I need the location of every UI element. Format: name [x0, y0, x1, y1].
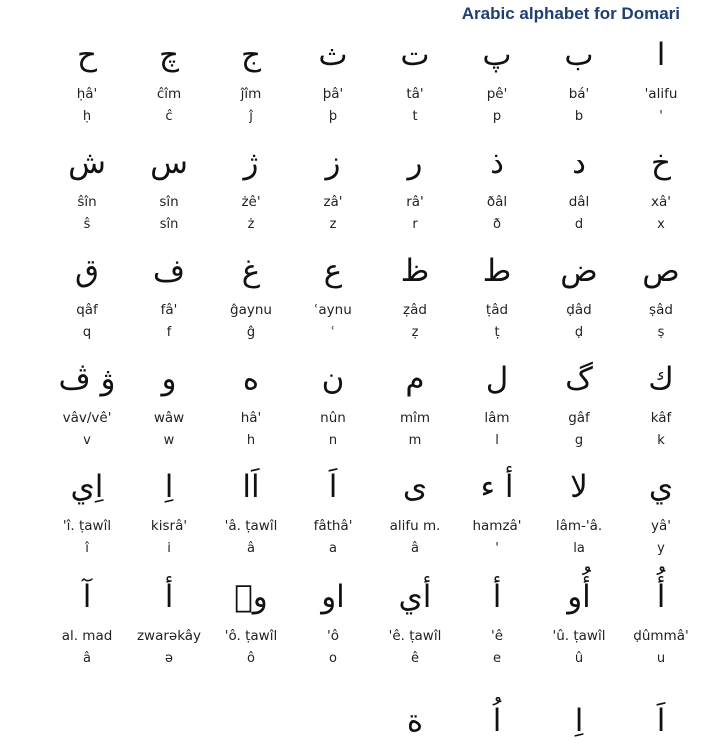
arabic-letter: م	[405, 361, 425, 397]
letter-cell	[620, 460, 702, 560]
letter-name: ḥâ'	[76, 86, 98, 102]
arabic-letter: أ ء	[480, 469, 514, 505]
letter-transliteration: ê	[411, 651, 419, 666]
arabic-letter: گ	[565, 361, 593, 397]
letter-transliteration: m	[408, 433, 422, 448]
letter-transliteration: '	[495, 541, 499, 556]
letter-name: yâ'	[651, 518, 671, 534]
letter-name: ĵîm	[240, 86, 262, 102]
letter-transliteration: ʿ	[331, 325, 335, 340]
letter-transliteration: d	[574, 217, 584, 232]
letter-cell	[456, 28, 538, 128]
letter-name: 'â. ṭawîl	[224, 518, 278, 534]
letter-name: 'ô. ṭawîl	[224, 628, 278, 644]
letter-cell	[456, 570, 538, 670]
letter-name: 'û. ṭawîl	[552, 628, 606, 644]
letter-cell	[620, 244, 702, 344]
arabic-letter: ج	[240, 37, 261, 73]
arabic-letter: ة	[406, 703, 424, 739]
letter-transliteration: e	[493, 651, 501, 666]
letter-name: ḍâd	[566, 302, 592, 318]
arabic-letter: اَ	[656, 703, 666, 739]
letter-name: lâm	[484, 410, 510, 426]
letter-transliteration: '	[659, 109, 663, 124]
letter-name: ĉîm	[156, 86, 182, 102]
letter-transliteration: â	[247, 541, 255, 556]
letter-transliteration: â	[411, 541, 419, 556]
letter-cell	[374, 28, 456, 128]
letter-cell	[210, 136, 292, 236]
letter-name: ẓâd	[403, 302, 427, 318]
arabic-letter: اِ	[164, 469, 174, 505]
letter-name: wâw	[153, 410, 185, 426]
letter-name: râ'	[406, 194, 424, 210]
letter-transliteration: f	[166, 325, 172, 340]
letter-name: bá'	[568, 86, 590, 102]
letter-name: xâ'	[651, 194, 671, 210]
letter-transliteration: ḍ	[574, 325, 584, 340]
letter-cell	[374, 352, 456, 452]
alphabet-grid	[46, 28, 702, 680]
extra-letter-cell	[538, 700, 620, 742]
arabic-letter: ي	[648, 469, 674, 505]
letter-cell	[128, 352, 210, 452]
letter-transliteration: x	[657, 217, 665, 232]
letter-transliteration: ż	[247, 217, 255, 232]
letter-name: qâf	[76, 302, 98, 318]
arabic-letter: ر	[407, 145, 423, 181]
arabic-letter: ه	[242, 361, 260, 397]
letter-name: ʿaynu	[314, 302, 352, 318]
arabic-letter: لا	[570, 469, 588, 505]
arabic-letter: ى	[402, 469, 428, 505]
letter-cell	[456, 352, 538, 452]
arabic-letter: ۋ ڤ	[58, 361, 116, 397]
letter-name: 'alifu	[644, 86, 678, 102]
arabic-letter: و	[161, 361, 177, 397]
arabic-letter: چ	[158, 37, 179, 73]
arabic-letter: اَا	[242, 469, 260, 505]
letter-transliteration: g	[574, 433, 584, 448]
letter-cell	[128, 136, 210, 236]
letter-cell	[374, 460, 456, 560]
letter-cell	[46, 28, 128, 128]
letter-name: pê'	[486, 86, 508, 102]
extra-letter-cell	[620, 700, 702, 742]
arabic-letter: أ	[492, 579, 502, 615]
alphabet-row	[46, 244, 702, 352]
letter-cell	[456, 460, 538, 560]
arabic-letter: او	[321, 579, 345, 615]
letter-cell	[538, 460, 620, 560]
letter-name: hâ'	[240, 410, 262, 426]
letter-name: mîm	[399, 410, 431, 426]
letter-name: þâ'	[322, 86, 344, 102]
letter-name: vâv/vê'	[62, 410, 112, 426]
letter-transliteration: û	[574, 651, 584, 666]
letter-name: 'î. ṭawîl	[62, 518, 112, 534]
letter-cell	[210, 352, 292, 452]
letter-transliteration: ĵ	[249, 109, 253, 124]
letter-cell	[46, 352, 128, 452]
arabic-letter: ض	[560, 253, 598, 289]
letter-transliteration: l	[495, 433, 499, 448]
letter-name: zâ'	[323, 194, 343, 210]
letter-name: lâm-'â.	[555, 518, 603, 534]
letter-cell	[538, 244, 620, 344]
arabic-letter: ت	[400, 37, 430, 73]
arabic-letter: س	[150, 145, 188, 181]
letter-name: ṭâd	[485, 302, 509, 318]
letter-cell	[46, 570, 128, 670]
letter-transliteration: h	[246, 433, 256, 448]
letter-transliteration: o	[329, 651, 337, 666]
letter-name: tâ'	[406, 86, 424, 102]
arabic-letter: ذ	[490, 145, 504, 181]
letter-cell	[210, 244, 292, 344]
arabic-letter: أُ	[656, 579, 666, 615]
letter-cell	[620, 352, 702, 452]
letter-transliteration: ĝ	[246, 325, 256, 340]
letter-transliteration: ŝ	[83, 217, 91, 232]
letter-transliteration: r	[412, 217, 418, 232]
alphabet-row	[46, 136, 702, 244]
extra-letter-cell	[456, 700, 538, 742]
letter-transliteration: â	[83, 651, 91, 666]
letter-name: żê'	[241, 194, 261, 210]
letter-transliteration: n	[328, 433, 338, 448]
letter-transliteration: t	[412, 109, 418, 124]
letter-transliteration: þ	[328, 109, 338, 124]
arabic-letter: اِي	[70, 469, 104, 505]
letter-cell	[128, 460, 210, 560]
alphabet-row	[46, 570, 702, 680]
letter-name: ṣâd	[649, 302, 673, 318]
arabic-letter: ك	[648, 361, 674, 397]
letter-transliteration: ḥ	[82, 109, 92, 124]
letter-name: alifu m.	[389, 518, 441, 534]
arabic-letter: ع	[323, 253, 343, 289]
arabic-letter: اِ	[574, 703, 584, 739]
letter-name: ḍûmmâ'	[633, 628, 689, 644]
arabic-letter: آ	[82, 579, 92, 615]
alphabet-row	[46, 28, 702, 136]
arabic-letter: أ	[164, 579, 174, 615]
letter-transliteration: i	[167, 541, 171, 556]
arabic-letter: أُو	[567, 579, 591, 615]
letter-cell	[292, 28, 374, 128]
letter-cell	[538, 28, 620, 128]
letter-cell	[46, 244, 128, 344]
letter-cell	[292, 570, 374, 670]
letter-transliteration: a	[329, 541, 337, 556]
letter-name: 'ê	[490, 628, 504, 644]
extra-letters-row	[46, 700, 702, 743]
letter-cell	[620, 136, 702, 236]
arabic-letter: اُ	[492, 703, 502, 739]
arabic-letter: ث	[318, 37, 348, 73]
letter-transliteration: ə	[165, 651, 173, 666]
letter-transliteration: b	[574, 109, 584, 124]
letter-name: fâ'	[160, 302, 178, 318]
letter-transliteration: ṣ	[657, 325, 665, 340]
letter-transliteration: q	[82, 325, 92, 340]
letter-cell	[456, 136, 538, 236]
letter-cell	[292, 460, 374, 560]
arabic-letter: ب	[564, 37, 594, 73]
letter-name: gâf	[568, 410, 590, 426]
letter-name: kisrâ'	[150, 518, 188, 534]
letter-cell	[128, 570, 210, 670]
letter-name: 'ê. ṭawîl	[388, 628, 442, 644]
letter-name: hamzâ'	[472, 518, 522, 534]
letter-name: fâthâ'	[313, 518, 353, 534]
letter-cell	[538, 136, 620, 236]
letter-name: ðâl	[486, 194, 508, 210]
alphabet-row	[46, 352, 702, 460]
letter-transliteration: ẓ	[411, 325, 419, 340]
letter-cell	[210, 28, 292, 128]
letter-cell	[46, 460, 128, 560]
letter-cell	[210, 570, 292, 670]
arabic-letter: ظ	[400, 253, 430, 289]
arabic-letter: ص	[642, 253, 680, 289]
letter-cell	[538, 570, 620, 670]
letter-name: 'ô	[327, 628, 339, 644]
letter-transliteration: p	[492, 109, 502, 124]
arabic-letter: أي	[398, 579, 432, 615]
letter-transliteration: î	[85, 541, 89, 556]
letter-transliteration: ĉ	[165, 109, 173, 124]
letter-cell	[538, 352, 620, 452]
extra-letter-cell	[374, 700, 456, 742]
arabic-letter: غ	[241, 253, 261, 289]
arabic-letter: ل	[485, 361, 509, 397]
letter-cell	[456, 244, 538, 344]
letter-cell	[292, 244, 374, 344]
arabic-letter: د	[572, 145, 586, 181]
letter-transliteration: y	[657, 541, 665, 556]
arabic-letter: ن	[321, 361, 345, 397]
letter-cell	[292, 352, 374, 452]
letter-cell	[620, 570, 702, 670]
letter-cell	[210, 460, 292, 560]
letter-name: dâl	[568, 194, 590, 210]
page-title: Arabic alphabet for Domari	[461, 4, 680, 23]
letter-transliteration: v	[83, 433, 91, 448]
letter-cell	[292, 136, 374, 236]
letter-cell	[374, 136, 456, 236]
letter-name: sîn	[159, 194, 179, 210]
letter-name: ŝîn	[77, 194, 97, 210]
letter-cell	[374, 244, 456, 344]
alphabet-row	[46, 460, 702, 570]
letter-name: kâf	[650, 410, 672, 426]
letter-cell	[128, 244, 210, 344]
letter-name: ĝaynu	[230, 302, 272, 318]
letter-name: al. mad	[61, 628, 113, 644]
letter-transliteration: ð	[493, 217, 501, 232]
arabic-letter: ز	[325, 145, 341, 181]
letter-transliteration: ṭ	[494, 325, 500, 340]
letter-name: nûn	[320, 410, 346, 426]
arabic-letter: خ	[650, 145, 671, 181]
letter-cell	[374, 570, 456, 670]
letter-transliteration: la	[573, 541, 585, 556]
arabic-letter: وٛ	[234, 579, 268, 615]
arabic-letter: اَ	[328, 469, 338, 505]
letter-transliteration: w	[163, 433, 175, 448]
letter-name: zwarəkây	[136, 628, 202, 644]
letter-cell	[46, 136, 128, 236]
arabic-letter: ف	[152, 253, 186, 289]
letter-transliteration: ô	[247, 651, 255, 666]
arabic-letter: ق	[74, 253, 100, 289]
arabic-letter: ش	[68, 145, 106, 181]
arabic-letter: ط	[482, 253, 512, 289]
letter-transliteration: k	[657, 433, 665, 448]
arabic-letter: ا	[656, 37, 666, 73]
arabic-letter: ح	[76, 37, 97, 73]
letter-transliteration: z	[329, 217, 337, 232]
letter-transliteration: u	[656, 651, 666, 666]
letter-cell	[128, 28, 210, 128]
letter-cell	[620, 28, 702, 128]
letter-transliteration: sîn	[159, 217, 179, 232]
arabic-letter: پ	[482, 37, 512, 73]
arabic-letter: ژ	[243, 145, 259, 181]
